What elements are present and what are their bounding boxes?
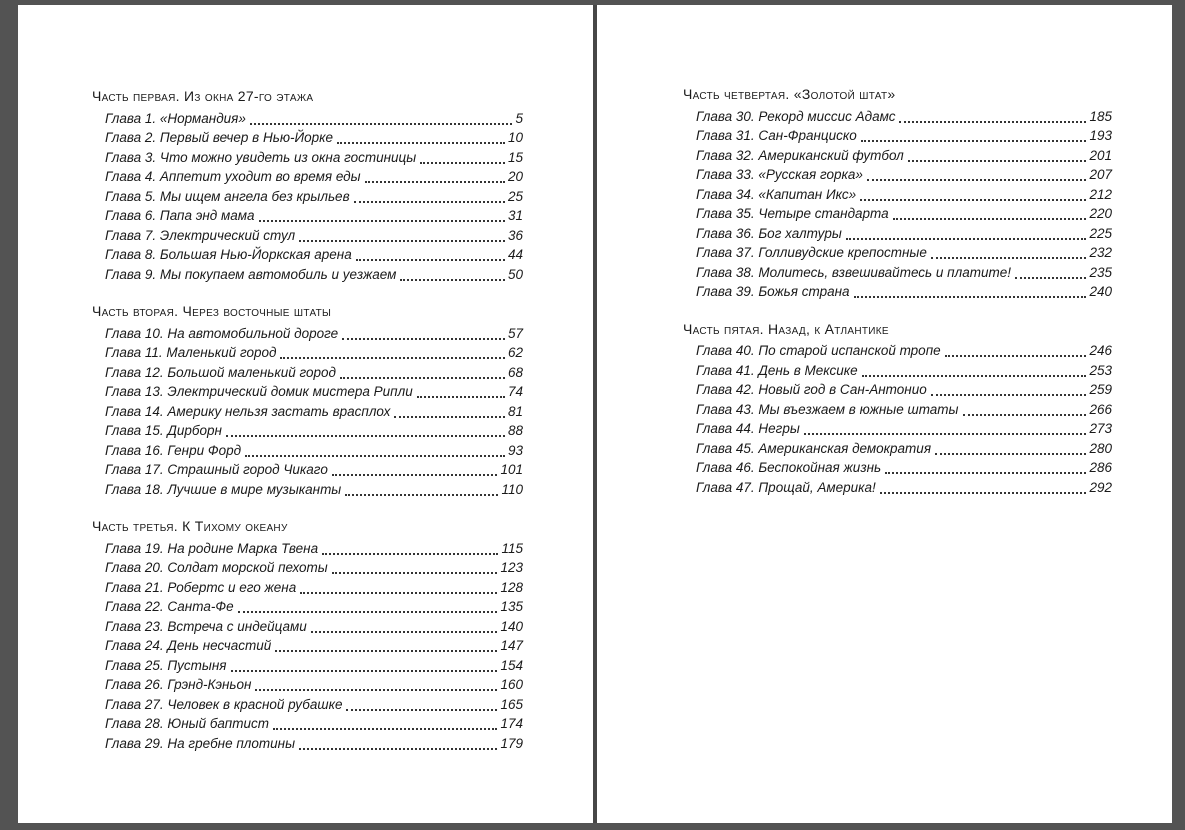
chapter-title: Глава 43. Мы въезжаем в южные штаты [696,401,959,417]
chapter-title: Глава 23. Встреча с индейцами [105,618,307,634]
chapter-title: Глава 39. Божья страна [696,284,850,299]
dot-leader [332,474,498,476]
chapter-title: Глава 18. Лучшие в мире музыканты [105,481,342,497]
toc-entry [92,460,523,480]
chapter-title: Глава 42. Новый год в Сан-Антонио [696,382,927,397]
page-right [597,5,1172,823]
chapter-title: Глава 20. Солдат морской пехоты [105,560,328,575]
chapter-page-number: 50 [507,266,523,282]
dot-leader [299,748,497,750]
toc-entry [683,458,1112,478]
toc-section [92,87,523,284]
toc-entry [92,558,523,578]
toc-entry [92,421,523,441]
toc-entry [683,282,1112,302]
chapter-title: Глава 8. Большая Нью-Йоркская арена [105,247,352,262]
chapter-title: Глава 34. «Капитан Икс» [696,186,857,202]
chapter-page-number: 5 [515,110,523,126]
page-left [18,5,593,823]
toc-entry [683,185,1112,205]
toc-entry [683,361,1112,381]
chapter-title: Глава 6. Папа энд мама [105,208,255,223]
chapter-title: Глава 4. Аппетит уходит во время еды [105,169,361,184]
chapter-title: Глава 44. Негры [696,421,800,436]
chapter-page-number: 93 [507,442,523,458]
dot-leader [893,218,1087,220]
chapter-page-number: 123 [500,560,523,575]
toc-entry [92,265,523,285]
chapter-page-number: 174 [500,716,523,731]
chapter-page-number: 225 [1089,225,1112,241]
chapter-page-number: 36 [507,227,523,243]
chapter-title: Глава 41. День в Мексике [696,362,858,378]
chapter-page-number: 185 [1089,108,1112,124]
chapter-page-number: 266 [1089,401,1112,417]
toc-entry [92,597,523,617]
part-heading: Часть четвертая. «Золотой штат» [683,86,896,102]
chapter-page-number: 25 [507,188,523,204]
dot-leader [345,494,498,496]
part-heading: Часть третья. К Тихому океану [92,518,288,534]
part-heading: Часть вторая. Через восточные штаты [92,303,332,319]
part-heading: Часть пятая. Назад, к Атлантике [683,320,889,337]
toc-entry [92,617,523,637]
chapter-page-number: 10 [507,130,523,145]
chapter-title: Глава 15. Дирборн [105,423,222,438]
chapter-title: Глава 19. На родине Марка Твена [105,540,319,556]
chapter-page-number: 220 [1089,206,1112,221]
dot-leader [311,631,498,633]
dot-leader [300,592,497,594]
chapter-title: Глава 38. Молитесь, взвешивайтесь и платите! [696,264,1011,280]
dot-leader [332,572,498,574]
chapter-title: Глава 17. Страшный город Чикаго [105,462,328,477]
chapter-page-number: 286 [1089,460,1112,475]
toc-entry [683,224,1112,244]
dot-leader [860,199,1086,201]
dot-leader [356,259,505,261]
toc-entry [683,263,1112,283]
toc-section [92,517,523,753]
dot-leader [931,394,1087,396]
chapter-title: Глава 27. Человек в красной рубашке [105,696,343,712]
chapter-title: Глава 28. Юный баптист [105,716,269,731]
dot-leader [299,240,505,242]
chapter-page-number: 246 [1089,343,1112,358]
chapter-title: Глава 37. Голливудские крепостные [696,245,927,260]
chapter-title: Глава 36. Бог халтуры [696,225,842,241]
chapter-page-number: 115 [501,540,523,556]
chapter-title: Глава 22. Санта-Фе [105,599,234,614]
dot-leader [342,338,505,340]
dot-leader [880,492,1087,494]
chapter-title: Глава 5. Мы ищем ангела без крыльев [105,188,350,204]
toc-entry [92,109,523,129]
dot-leader [862,375,1087,377]
chapter-page-number: 110 [501,481,523,497]
toc-entry [92,578,523,598]
dot-leader [259,220,505,222]
dot-leader [346,709,497,711]
chapter-page-number: 31 [507,208,523,223]
chapter-title: Глава 40. По старой испанской тропе [696,343,941,358]
chapter-page-number: 165 [500,696,523,712]
chapter-page-number: 160 [500,677,523,692]
chapter-title: Глава 47. Прощай, Америка! [696,479,876,495]
toc-entry [92,226,523,246]
toc-right [683,85,1112,497]
chapter-page-number: 128 [500,579,523,595]
chapter-title: Глава 12. Большой маленький город [105,364,336,380]
dot-leader [394,416,505,418]
chapter-title: Глава 7. Электрический стул [105,227,296,243]
chapter-title: Глава 31. Сан-Франциско [696,128,857,143]
chapter-page-number: 81 [507,403,523,419]
dot-leader [854,296,1087,298]
toc-entry [92,402,523,422]
dot-leader [340,377,505,379]
toc-entry [683,146,1112,166]
dot-leader [280,357,505,359]
toc-entry [92,441,523,461]
dot-leader [417,396,505,398]
dot-leader [867,179,1087,181]
toc-entry [92,480,523,500]
toc-entry [92,343,523,363]
toc-entry [92,675,523,695]
toc-entry [92,539,523,559]
toc-left [92,87,523,753]
chapter-page-number: 57 [507,325,523,341]
chapter-title: Глава 25. Пустыня [105,657,227,673]
toc-entry [92,734,523,754]
dot-leader [238,611,498,613]
chapter-title: Глава 33. «Русская горка» [696,167,863,182]
toc-entry [92,324,523,344]
chapter-page-number: 292 [1089,479,1112,495]
chapter-page-number: 207 [1089,167,1112,182]
toc-entry [92,363,523,383]
dot-leader [226,435,505,437]
chapter-page-number: 140 [500,618,523,634]
dot-leader [846,238,1087,240]
dot-leader [885,472,1086,474]
toc-entry [92,656,523,676]
toc-section [92,302,523,499]
chapter-title: Глава 3. Что можно увидеть из окна гостиницы [105,149,417,165]
chapter-page-number: 273 [1089,421,1112,436]
chapter-page-number: 20 [507,169,523,184]
toc-entry [92,148,523,168]
dot-leader [963,414,1087,416]
part-heading: Часть первая. Из окна 27-го этажа [92,88,314,104]
dot-leader [354,201,505,203]
toc-entry [92,695,523,715]
chapter-title: Глава 32. Американский футбол [696,147,904,163]
chapter-page-number: 240 [1089,284,1112,299]
chapter-title: Глава 26. Грэнд-Кэньон [105,677,252,692]
chapter-page-number: 74 [507,384,523,399]
dot-leader [231,670,498,672]
chapter-page-number: 259 [1089,382,1112,397]
dot-leader [245,455,505,457]
chapter-page-number: 179 [500,735,523,751]
chapter-page-number: 15 [507,149,523,165]
chapter-page-number: 232 [1089,245,1112,260]
chapter-title: Глава 30. Рекорд миссис Адамс [696,108,896,124]
dot-leader [861,140,1087,142]
toc-entry [92,714,523,734]
chapter-title: Глава 45. Американская демократия [696,440,932,456]
chapter-page-number: 44 [507,247,523,262]
chapter-title: Глава 35. Четыре стандарта [696,206,889,221]
toc-entry [683,165,1112,185]
dot-leader [322,553,498,555]
dot-leader [935,453,1086,455]
dot-leader [250,123,513,125]
chapter-page-number: 253 [1089,362,1112,378]
chapter-title: Глава 11. Маленький город [105,345,277,360]
chapter-title: Глава 13. Электрический домик мистера Рипли [105,384,413,399]
chapter-title: Глава 1. «Нормандия» [105,110,246,126]
dot-leader [337,142,505,144]
toc-entry [683,341,1112,361]
chapter-title: Глава 2. Первый вечер в Нью-Йорке [105,130,334,145]
chapter-title: Глава 29. На гребне плотины [105,735,296,751]
chapter-title: Глава 14. Америку нельзя застать врасплох [105,403,391,419]
toc-entry [683,400,1112,420]
dot-leader [400,279,505,281]
chapter-title: Глава 24. День несчастий [105,638,272,653]
toc-entry [683,107,1112,127]
chapter-page-number: 201 [1089,147,1112,163]
dot-leader [804,433,1087,435]
chapter-title: Глава 9. Мы покупаем автомобиль и уезжаем [105,266,397,282]
chapter-page-number: 193 [1089,128,1112,143]
chapter-page-number: 280 [1089,440,1112,456]
dot-leader [273,728,498,730]
toc-entry [92,206,523,226]
chapter-title: Глава 10. На автомобильной дороге [105,325,339,341]
toc-entry [92,382,523,402]
book-spread [18,5,1172,823]
dot-leader [255,689,497,691]
dot-leader [908,160,1087,162]
chapter-page-number: 88 [507,423,523,438]
toc-section [683,85,1112,302]
chapter-title: Глава 16. Генри Форд [105,442,242,458]
chapter-page-number: 135 [500,599,523,614]
dot-leader [420,162,505,164]
dot-leader [1015,277,1087,279]
chapter-page-number: 62 [507,345,523,360]
chapter-title: Глава 46. Беспокойная жизнь [696,460,882,475]
dot-leader [945,355,1087,357]
chapter-page-number: 68 [507,364,523,380]
chapter-title: Глава 21. Робертс и его жена [105,579,297,595]
dot-leader [365,181,505,183]
chapter-page-number: 147 [500,638,523,653]
chapter-page-number: 212 [1089,186,1112,202]
chapter-page-number: 235 [1089,264,1112,280]
toc-entry [683,204,1112,224]
dot-leader [899,121,1086,123]
chapter-page-number: 154 [500,657,523,673]
toc-entry [683,380,1112,400]
toc-entry [683,439,1112,459]
toc-entry [92,245,523,265]
toc-entry [683,243,1112,263]
dot-leader [275,650,497,652]
toc-entry [92,187,523,207]
toc-entry [92,636,523,656]
dot-leader [931,257,1087,259]
chapter-page-number: 101 [500,462,523,477]
toc-entry [92,167,523,187]
toc-entry [683,478,1112,498]
toc-entry [683,419,1112,439]
toc-entry [683,126,1112,146]
toc-entry [92,128,523,148]
toc-section [683,320,1112,498]
